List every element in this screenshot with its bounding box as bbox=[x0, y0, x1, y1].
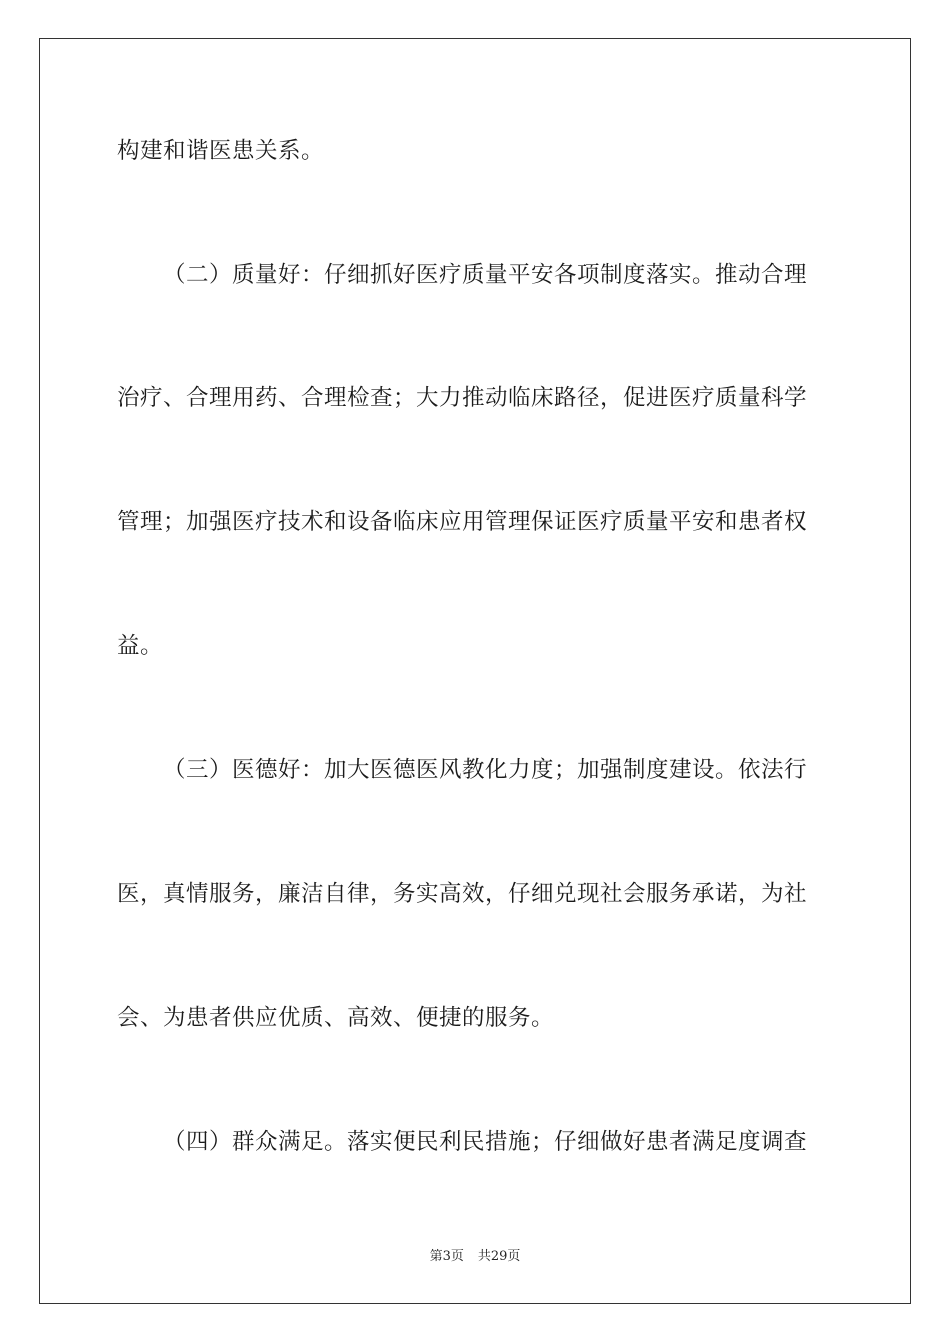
page-footer bbox=[0, 1248, 950, 1266]
body-text-line: 管理；加强医疗技术和设备临床应用管理保证医疗质量平安和患者权 bbox=[117, 509, 808, 535]
body-text-line: 治疗、合理用药、合理检查；大力推动临床路径，促进医疗质量科学 bbox=[117, 385, 808, 411]
page-border bbox=[39, 38, 911, 1304]
body-text-line: 医，真情服务，廉洁自律，务实高效，仔细兑现社会服务承诺，为社 bbox=[117, 881, 808, 907]
body-text-line: （三）医德好：加大医德医风教化力度；加强制度建设。依法行 bbox=[163, 757, 808, 783]
body-text-line: （二）质量好：仔细抓好医疗质量平安各项制度落实。推动合理 bbox=[163, 262, 808, 288]
body-text-line: 会、为患者供应优质、高效、便捷的服务。 bbox=[117, 1005, 555, 1031]
page-number: 第3页 bbox=[429, 1249, 464, 1264]
body-text-line: 构建和谐医患关系。 bbox=[117, 138, 325, 164]
page-total: 共29页 bbox=[477, 1249, 521, 1264]
body-text-line: （四）群众满足。落实便民利民措施；仔细做好患者满足度调查 bbox=[163, 1129, 808, 1155]
body-text-line: 益。 bbox=[117, 633, 164, 659]
